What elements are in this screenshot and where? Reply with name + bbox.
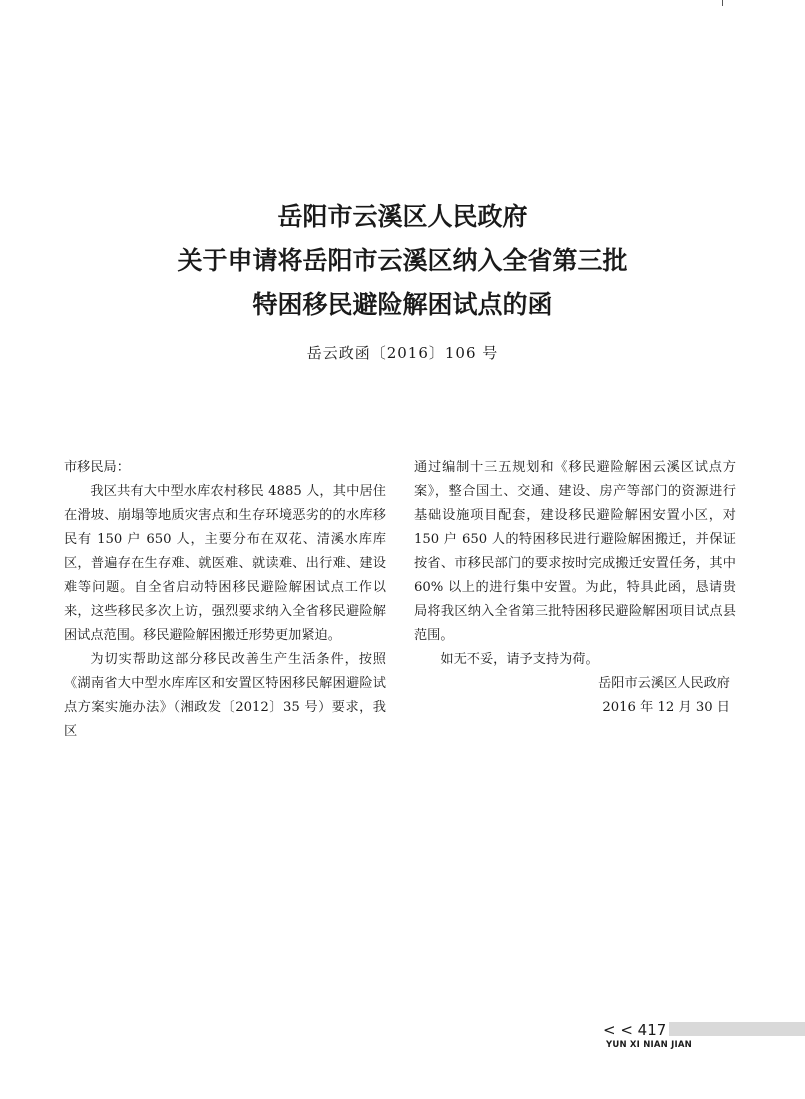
- footer-bar: [669, 1022, 805, 1036]
- footer-subtitle: YUN XI NIAN JIAN: [606, 1040, 692, 1050]
- title-line-1: 岳阳市云溪区人民政府: [277, 202, 528, 231]
- date: 2016 年 12 月 30 日: [602, 700, 730, 715]
- title-line-3: 特困移民避险解困试点的函: [252, 290, 553, 319]
- signature: 岳阳市云溪区人民政府: [598, 676, 730, 691]
- paragraph-1: 我区共有大中型水库农村移民 4885 人，其中居住在滑坡、崩塌等地质灾害点和生存环境恶劣的的水库移民有 150 户 650 人，主要分布在双花、清溪水库库区，普遍存在生存难、就医难、就读难、出行难、建设难等问题。自全省启动特困移民避险解困试点工作以来，这些移民多次上访，强烈要求纳入全省移民避险解困试点范围。移民避险解困搬迁形势更加紧迫。: [64, 484, 386, 643]
- right-column: [414, 456, 736, 720]
- page-corner-mark: [722, 0, 723, 6]
- left-column: [64, 456, 386, 744]
- title-line-2: 关于申请将岳阳市云溪区纳入全省第三批: [177, 246, 628, 275]
- document-number: 岳云政函〔2016〕106 号: [306, 344, 499, 362]
- page-number: < < 417: [603, 1021, 667, 1039]
- document-title: [0, 195, 805, 327]
- salutation: 市移民局：: [64, 460, 130, 475]
- paragraph-2-start: 为切实帮助这部分移民改善生产生活条件，按照《湖南省大中型水库库区和安置区特困移民解困避险试点方案实施办法》（湘政发〔2012〕35 号）要求，我区: [64, 652, 386, 739]
- paragraph-3: 如无不妥，请予支持为荷。: [440, 652, 599, 667]
- page-footer: [603, 1020, 666, 1040]
- paragraph-2-continued: 通过编制十三五规划和《移民避险解困云溪区试点方案》，整合国土、交通、建设、房产等部门的资源进行基础设施项目配套，建设移民避险解困安置小区，对 150 户 650 人的特困移民进行避险解困搬迁，并保证按省、市移民部门的要求按时完成搬迁安置任务，其中 60% 以上的进行集中安置。为此，特具此函，恳请贵局将我区纳入全省第三批特困移民避险解困项目试点县范围。: [414, 460, 736, 643]
